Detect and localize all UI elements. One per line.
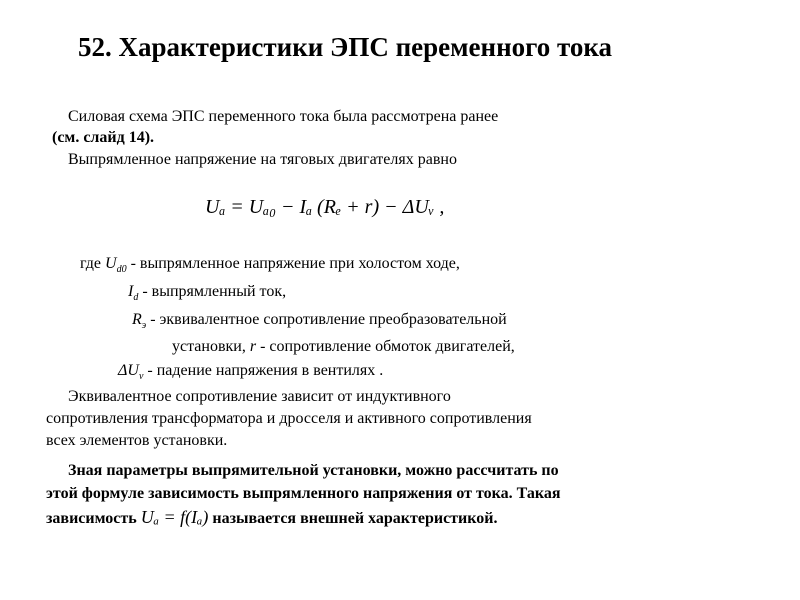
definition-prefix: где — [80, 255, 102, 272]
definition-text: - выпрямленный ток, — [142, 283, 287, 300]
paragraph2-line-3 — [46, 508, 497, 528]
symbol-ud0: $U_{d0}$ — [105, 255, 127, 276]
paragraph1-line-3: всех элементов установки. — [46, 432, 228, 449]
definition-text: - эквивалентное сопротивление преобразовательной — [150, 311, 507, 328]
definition-prefix: установки, — [172, 338, 246, 355]
paragraph2-prefix: зависимость — [46, 510, 137, 527]
paragraph2-suffix: называется внешней характеристикой. — [212, 510, 498, 527]
symbol-id: $I_d$ — [128, 283, 139, 304]
paragraph2-line-1: Зная параметры выпрямительной установки, можно рассчитать по — [68, 462, 559, 479]
symbol-re: $R_э$ — [132, 311, 147, 332]
external-characteristic-formula: Uₐ = f(Iₐ) — [140, 507, 209, 527]
intro-line-2: (см. слайд 14). — [52, 129, 155, 146]
paragraph1-line-1: Эквивалентное сопротивление зависит от индуктивного — [68, 388, 451, 405]
definition-text: - выпрямленное напряжение при холостом ходе, — [130, 255, 460, 272]
definition-line-3 — [132, 311, 507, 335]
slide-title: 52. Характеристики ЭПС переменного тока — [78, 32, 613, 62]
definition-line-2 — [128, 283, 286, 307]
paragraph1-line-2: сопротивления трансформатора и дросселя и активного сопротивления — [46, 410, 532, 427]
definition-line-1 — [80, 255, 460, 279]
definition-text: - сопротивление обмоток двигателей, — [260, 338, 515, 355]
symbol-delta-uv: $\Delta U_v$ — [118, 362, 144, 383]
symbol-r: r — [249, 338, 257, 355]
definition-line-5 — [118, 362, 383, 386]
definition-line-4 — [172, 338, 515, 356]
intro-line-1: Силовая схема ЭПС переменного тока была рассмотрена ранее — [68, 108, 499, 125]
definition-text: - падение напряжения в вентилях . — [147, 362, 384, 379]
intro-line-3: Выпрямленное напряжение на тяговых двигателях равно — [68, 151, 457, 168]
rectified-voltage-formula: Uₐ = Uₐ₀ − Iₐ (Rₑ + r) − ΔUᵥ , — [205, 196, 445, 218]
paragraph2-line-2: этой формуле зависимость выпрямленного напряжения от тока. Такая — [46, 485, 561, 502]
